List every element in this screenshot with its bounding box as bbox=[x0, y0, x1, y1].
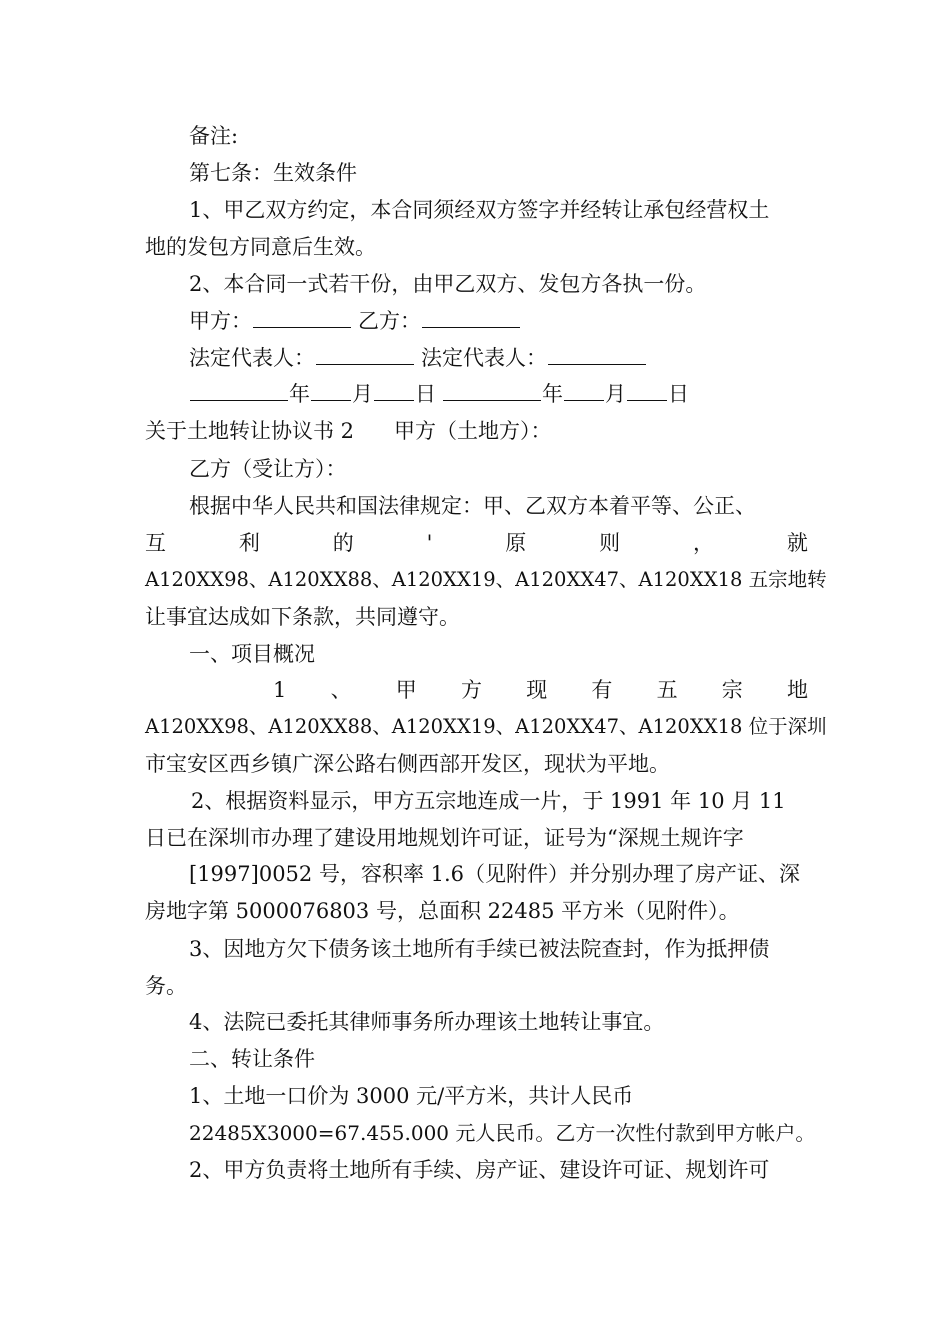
paragraph-line: A120XX98、A120XX88、A120XX19、A120XX47、A120XX18 位于深圳 bbox=[145, 715, 827, 738]
char: 方 bbox=[460, 678, 482, 702]
representative-b-label: 法定代表人： bbox=[421, 346, 547, 370]
paragraph-line: 市宝安区西乡镇广深公路右侧西部开发区，现状为平地。 bbox=[145, 752, 670, 776]
char: 有 bbox=[591, 678, 613, 702]
char: 五 bbox=[656, 678, 678, 702]
month-blank bbox=[311, 376, 351, 401]
char: 甲 bbox=[395, 678, 417, 702]
paragraph-line: 务。 bbox=[145, 974, 187, 998]
paragraph-line: 2、根据资料显示，甲方五宗地连成一片，于 1991 年 10 月 11 bbox=[191, 789, 786, 813]
paragraph-line: 2、本合同一式若干份，由甲乙双方、发包方各执一份。 bbox=[189, 272, 707, 296]
note-label: 备注: bbox=[189, 124, 239, 148]
paragraph-line: 根据中华人民共和国法律规定：甲、乙双方本着平等、公正、 bbox=[189, 494, 756, 518]
day-blank bbox=[627, 376, 667, 401]
year-label: 年 bbox=[542, 382, 563, 406]
section-one-heading: 一、项目概况 bbox=[189, 642, 315, 666]
date-signature-line bbox=[189, 376, 808, 412]
justified-paragraph-line bbox=[273, 672, 808, 708]
month-label: 月 bbox=[352, 382, 373, 406]
char: ' bbox=[426, 531, 433, 555]
agreement-title-line bbox=[145, 413, 808, 449]
day-blank bbox=[374, 376, 414, 401]
paragraph-line: 让事宜达成如下条款，共同遵守。 bbox=[145, 605, 460, 629]
party-b-transferee-label: 乙方（受让方）： bbox=[189, 457, 347, 481]
year-blank bbox=[190, 376, 288, 401]
party-a-land-label: 甲方（土地方）： bbox=[394, 419, 552, 443]
party-a-label: 甲方： bbox=[189, 309, 252, 333]
paragraph-line: 房地字第 5000076803 号，总面积 22485 平方米（见附件）。 bbox=[145, 899, 740, 923]
agreement-title: 关于土地转让协议书 2 bbox=[145, 419, 355, 443]
char: 1 bbox=[273, 678, 287, 702]
char: 的 bbox=[332, 531, 354, 555]
paragraph-line: A120XX98、A120XX88、A120XX19、A120XX47、A120XX18 五宗地转 bbox=[145, 568, 827, 591]
char: 宗 bbox=[721, 678, 743, 702]
paragraph-line: 22485X3000=67.455.000 元人民币。乙方一次性付款到甲方帐户。 bbox=[189, 1121, 816, 1145]
party-b-blank bbox=[422, 303, 520, 328]
representative-a-label: 法定代表人： bbox=[189, 346, 315, 370]
char: 原 bbox=[505, 531, 527, 555]
year-label: 年 bbox=[289, 382, 310, 406]
char: 利 bbox=[238, 531, 260, 555]
char: 地 bbox=[787, 678, 808, 702]
month-label: 月 bbox=[605, 382, 626, 406]
char: 、 bbox=[330, 678, 352, 702]
char: 现 bbox=[526, 678, 548, 702]
day-label: 日 bbox=[415, 382, 436, 406]
paragraph-line: 1、甲乙双方约定，本合同须经双方签字并经转让承包经营权土 bbox=[189, 198, 770, 222]
article-seven-heading: 第七条：生效条件 bbox=[189, 161, 357, 185]
paragraph-line: 地的发包方同意后生效。 bbox=[145, 235, 376, 259]
paragraph-line: 日已在深圳市办理了建设用地规划许可证，证号为“深规土规许字 bbox=[145, 826, 744, 850]
party-signature-line bbox=[189, 303, 808, 339]
representative-signature-line bbox=[189, 340, 808, 376]
day-label: 日 bbox=[668, 382, 689, 406]
justified-paragraph-line bbox=[145, 525, 808, 561]
paragraph-line: 2、甲方负责将土地所有手续、房产证、建设许可证、规划许可 bbox=[189, 1158, 770, 1182]
paragraph-line: [1997]0052 号，容积率 1.6（见附件）并分别办理了房产证、深 bbox=[189, 862, 801, 886]
representative-b-blank bbox=[548, 340, 646, 365]
party-a-blank bbox=[253, 303, 351, 328]
paragraph-line: 3、因地方欠下债务该土地所有手续已被法院查封，作为抵押债 bbox=[189, 937, 770, 961]
char: ， bbox=[693, 531, 715, 555]
paragraph-line: 4、法院已委托其律师事务所办理该土地转让事宜。 bbox=[189, 1010, 665, 1034]
char: 则 bbox=[599, 531, 621, 555]
char: 互 bbox=[145, 531, 166, 555]
party-b-label: 乙方： bbox=[358, 309, 421, 333]
paragraph-line: 1、土地一口价为 3000 元/平方米，共计人民币 bbox=[189, 1084, 634, 1108]
section-two-heading: 二、转让条件 bbox=[189, 1047, 315, 1071]
month-blank bbox=[564, 376, 604, 401]
representative-a-blank bbox=[316, 340, 414, 365]
year-blank bbox=[443, 376, 541, 401]
char: 就 bbox=[786, 531, 808, 555]
